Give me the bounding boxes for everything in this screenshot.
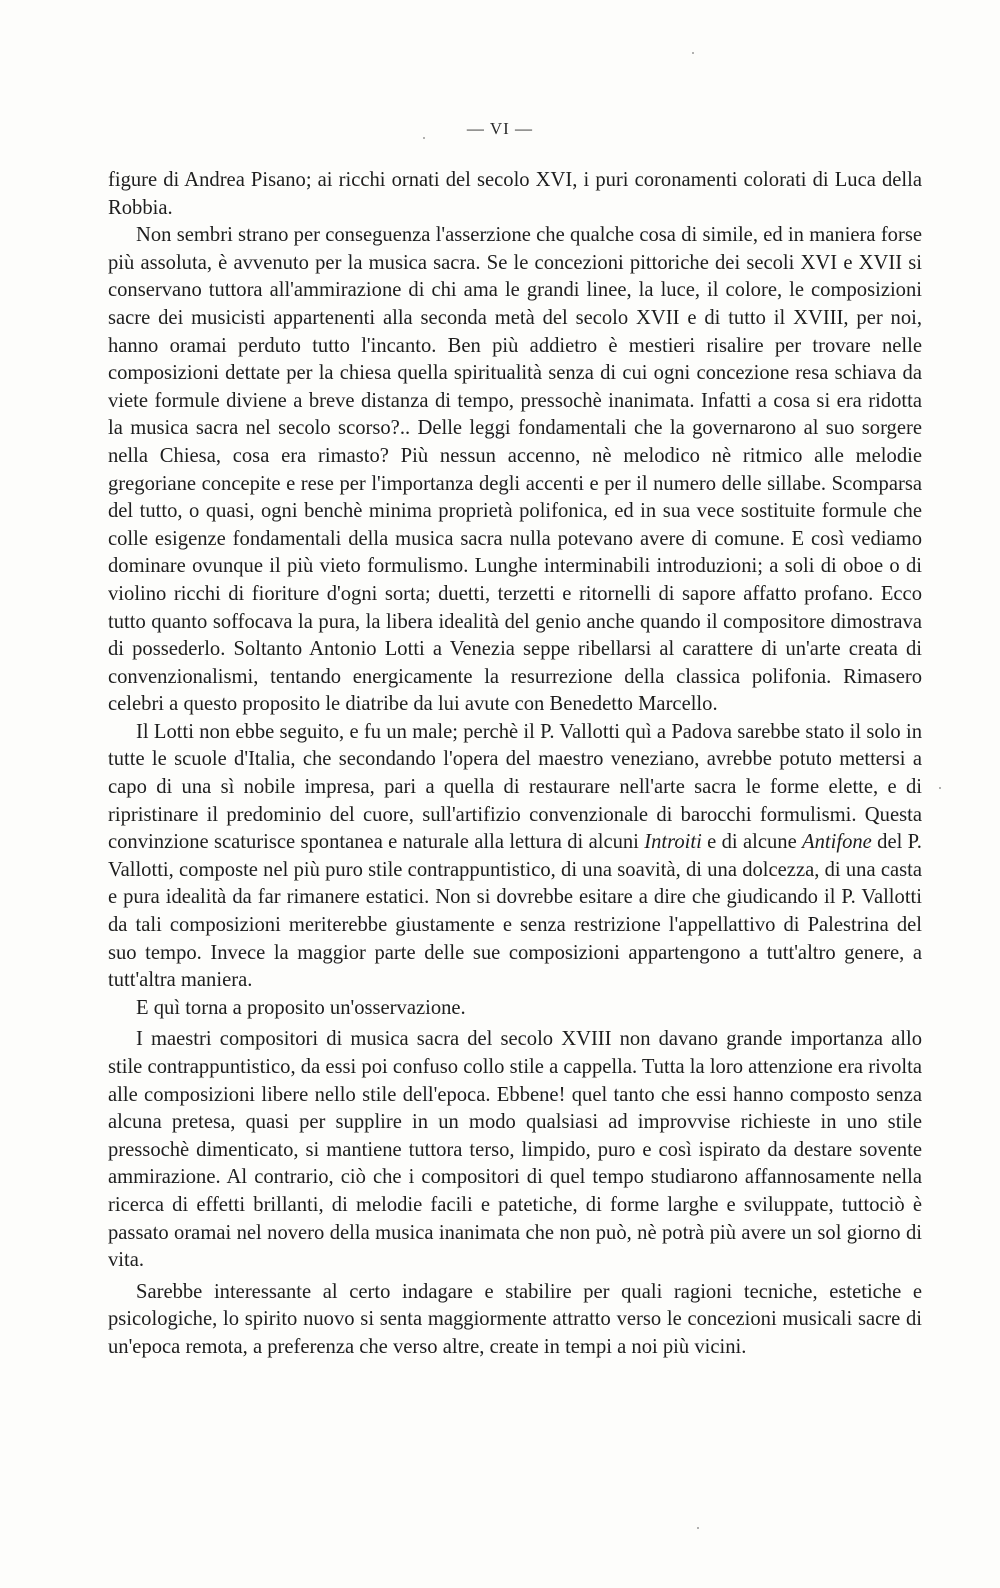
paragraph-3-text-c: del P. Vallotti, composte nel più puro stile contrappuntistico, di una soavità, di una dolcezza, di una casta e pura idealità da far rimanere estatici. Non si dovrebbe esitare a dire che giudicando il P. Vallotti da tali composizioni meriterebbe giustamente e senza restrizione l'appellattivo di Palestrina del suo tempo. Invece la maggior parte delle sue composizioni appartengono a tutt'altro genere, a tutt'altra maniera. (108, 831, 922, 992)
paragraph-2: Non sembri strano per conseguenza l'asserzione che qualche cosa di simile, ed in maniera forse più assoluta, è avvenuto per la musica sacra. Se le concezioni pittoriche dei secoli XVI e XVII si conservano tuttora all'ammirazione di chi ama le grandi linee, la luce, il colore, le composizioni sacre dei musicisti appartenenti alla seconda metà del secolo XVII e di tutto il XVIII, per noi, hanno oramai perduto tutto l'incanto. Ben più addietro è mestieri risalire per trovare nelle composizioni dettate per la chiesa quella spiritualità senza di cui ogni concezione resa schiava da viete formule diviene a breve distanza di tempo, pressochè inanimata. Infatti a cosa si era ridotta la musica sacra nel secolo scorso?.. Delle leggi fondamentali che la governarono al suo sorgere nella Chiesa, cosa era rimasto? Più nessun accenno, nè melodico nè ritmico alle melodie gregoriane concepite e rese per l'importanza degli accenti e per il numero delle sillabe. Scomparsa del tutto, o quasi, ogni benchè minima proprietà polifonica, ed in sua vece sostituite formule che colle esigenze fondamentali della musica sacra nulla potevano avere di comune. E così vediamo dominare ovunque il più vieto formulismo. Lunghe interminabili introduzioni; a soli di oboe o di violino ricchi di fioriture d'ogni sorta; duetti, terzetti e ritornelli di sapore affatto profano. Ecco tutto quanto soffocava la pura, la libera idealità del genio anche quando il compositore dimostrava di possederlo. Soltanto Antonio Lotti a Venezia seppe ribellarsi al carattere di un'arte creata di convenzionalismi, tentando energicamente la resurrezione della classica polifonia. Rimasero celebri a questo proposito le diatribe da lui avute con Benedetto Marcello. (108, 224, 922, 716)
scan-speck (939, 787, 941, 789)
paragraph-3-text-a: Il Lotti non ebbe seguito, e fu un male; perchè il P. Vallotti quì a Padova sarebbe stato il solo in tutte le scuole d'Italia, che secondando l'opera del maestro veneziano, avrebbe potuto mettersi a capo di una sì nobile impresa, pari a quella di restaurare nell'arte sacra le forme elette, e di ripristinare il predominio del cuore, sull'artifizio convenzionale di barocchi formulismi. Questa convinzione scaturisce spontanea e naturale alla lettura di alcuni (108, 720, 922, 854)
italic-term-introiti: Introiti (644, 831, 702, 854)
paragraph-3 (108, 719, 922, 995)
paragraph-1: figure di Andrea Pisano; ai ricchi ornati del secolo XVI, i puri coronamenti colorati di Luca della Robbia. (108, 169, 922, 219)
paragraph-5: I maestri compositori di musica sacra del secolo XVIII non davano grande importanza allo stile contrappuntistico, da essi poi confuso collo stile a cappella. Tutta la loro attenzione era rivolta alle composizioni libere nello stile dell'epoca. Ebbene! quel tanto che essi hanno composto senza alcuna pretesa, quasi per supplire in un modo qualsiasi ad improvvise richieste in uno stile pressochè dimenticato, si mantiene tuttora terso, limpido, puro e così ispirato da destare sovente ammirazione. Al contrario, ciò che i compositori di quel tempo studiarono affannosamente nella ricerca di effetti brillanti, di melodie facili e patetiche, di forme larghe e sviluppate, tuttociò è passato oramai nel novero della musica inanimata che non può, nè potrà più avere un sol giorno di vita. (108, 1028, 922, 1272)
paragraph-3-text-b: e di alcune (707, 831, 797, 854)
scan-speck (692, 52, 694, 54)
scan-speck (697, 1527, 699, 1529)
page-header: — VI — (466, 119, 534, 138)
italic-term-antifone: Antifone (802, 831, 872, 854)
paragraph-6: Sarebbe interessante al certo indagare e stabilire per quali ragioni tecniche, estetiche e psicologiche, lo spirito nuovo si senta maggiormente attratto verso le concezioni musicali sacre di un'epoca remota, a preferenza che verso altre, create in tempi a noi più vicini. (108, 1280, 922, 1358)
paragraph-4: E quì torna a proposito un'osservazione. (136, 996, 466, 1019)
body-text (108, 167, 922, 1362)
